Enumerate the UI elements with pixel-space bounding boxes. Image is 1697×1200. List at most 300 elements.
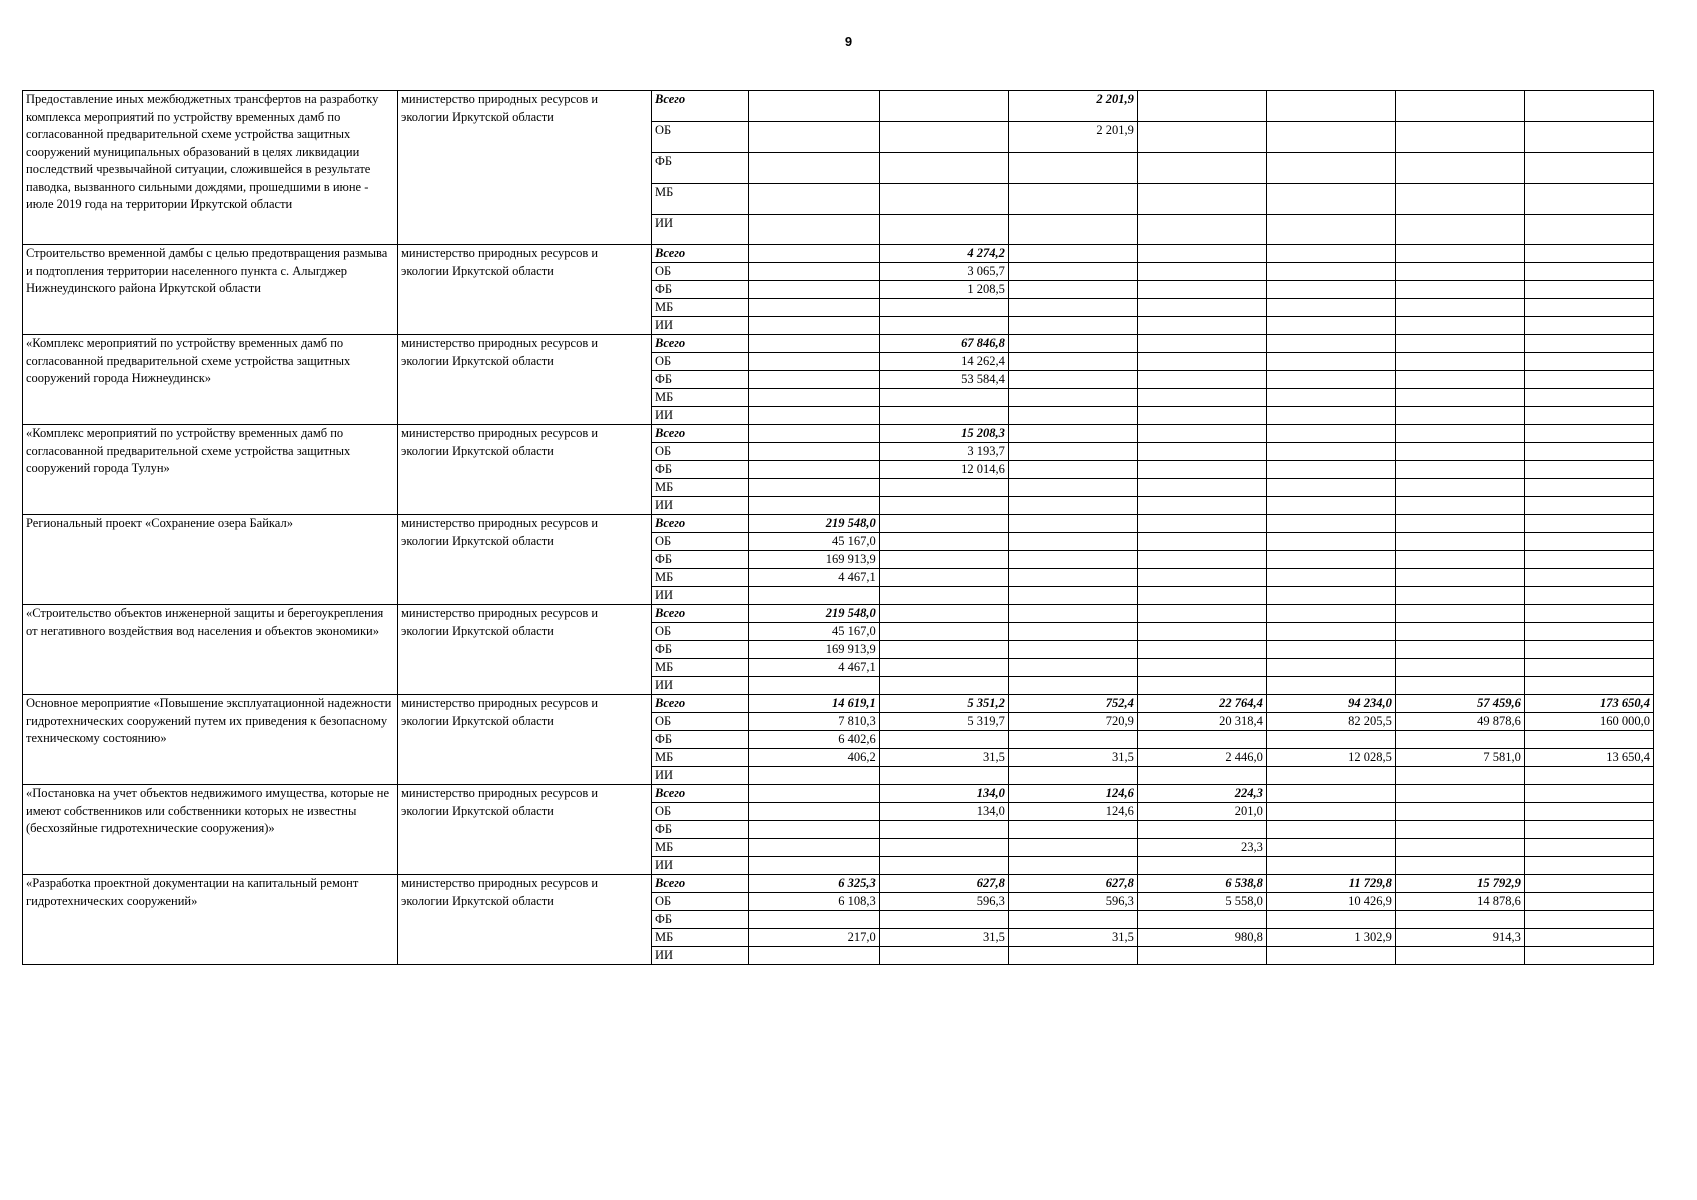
amount-cell bbox=[1524, 785, 1653, 803]
amount-cell bbox=[1008, 947, 1137, 965]
amount-cell bbox=[879, 515, 1008, 533]
amount-cell bbox=[1266, 389, 1395, 407]
amount-cell: 12 028,5 bbox=[1266, 749, 1395, 767]
executor: министерство природных ресурсов и экологии Иркутской области bbox=[397, 605, 651, 695]
amount-cell bbox=[879, 184, 1008, 215]
amount-cell bbox=[1266, 659, 1395, 677]
amount-cell: 31,5 bbox=[1008, 929, 1137, 947]
amount-cell: 7 810,3 bbox=[748, 713, 879, 731]
amount-cell bbox=[1395, 839, 1524, 857]
amount-cell bbox=[1524, 929, 1653, 947]
amount-cell bbox=[1008, 407, 1137, 425]
amount-cell bbox=[1395, 153, 1524, 184]
amount-cell: 67 846,8 bbox=[879, 335, 1008, 353]
amount-cell bbox=[1395, 184, 1524, 215]
funding-source: ИИ bbox=[652, 317, 749, 335]
amount-cell bbox=[879, 389, 1008, 407]
amount-cell: 914,3 bbox=[1395, 929, 1524, 947]
amount-cell: 160 000,0 bbox=[1524, 713, 1653, 731]
amount-cell bbox=[1524, 299, 1653, 317]
amount-cell bbox=[1524, 184, 1653, 215]
amount-cell bbox=[1266, 317, 1395, 335]
amount-cell bbox=[1266, 263, 1395, 281]
amount-cell bbox=[1137, 767, 1266, 785]
amount-cell bbox=[1266, 91, 1395, 122]
amount-cell bbox=[1524, 215, 1653, 245]
funding-source: МБ bbox=[652, 389, 749, 407]
amount-cell bbox=[1137, 479, 1266, 497]
amount-cell: 224,3 bbox=[1137, 785, 1266, 803]
amount-cell: 31,5 bbox=[879, 749, 1008, 767]
amount-cell bbox=[1395, 515, 1524, 533]
amount-cell bbox=[1524, 911, 1653, 929]
funding-source: Всего bbox=[652, 605, 749, 623]
amount-cell bbox=[1524, 461, 1653, 479]
amount-cell bbox=[1008, 215, 1137, 245]
amount-cell bbox=[1137, 533, 1266, 551]
amount-cell: 53 584,4 bbox=[879, 371, 1008, 389]
amount-cell bbox=[1008, 443, 1137, 461]
amount-cell bbox=[1524, 335, 1653, 353]
funding-source: ОБ bbox=[652, 443, 749, 461]
amount-cell bbox=[1137, 497, 1266, 515]
amount-cell bbox=[879, 947, 1008, 965]
funding-source: ОБ bbox=[652, 263, 749, 281]
amount-cell: 4 467,1 bbox=[748, 569, 879, 587]
amount-cell bbox=[748, 263, 879, 281]
amount-cell bbox=[1266, 839, 1395, 857]
amount-cell bbox=[1137, 515, 1266, 533]
amount-cell bbox=[1008, 731, 1137, 749]
amount-cell bbox=[1524, 893, 1653, 911]
funding-source: ФБ bbox=[652, 731, 749, 749]
amount-cell bbox=[1524, 533, 1653, 551]
amount-cell bbox=[1524, 407, 1653, 425]
table-row bbox=[23, 425, 1654, 443]
amount-cell bbox=[1137, 587, 1266, 605]
funding-source: ОБ bbox=[652, 353, 749, 371]
amount-cell: 6 538,8 bbox=[1137, 875, 1266, 893]
amount-cell bbox=[1395, 122, 1524, 153]
amount-cell bbox=[1266, 299, 1395, 317]
funding-source: ОБ bbox=[652, 713, 749, 731]
executor: министерство природных ресурсов и экологии Иркутской области bbox=[397, 515, 651, 605]
amount-cell bbox=[1008, 839, 1137, 857]
amount-cell: 596,3 bbox=[879, 893, 1008, 911]
amount-cell bbox=[748, 839, 879, 857]
amount-cell: 45 167,0 bbox=[748, 623, 879, 641]
amount-cell bbox=[1008, 857, 1137, 875]
amount-cell: 20 318,4 bbox=[1137, 713, 1266, 731]
amount-cell: 6 325,3 bbox=[748, 875, 879, 893]
amount-cell bbox=[1137, 281, 1266, 299]
amount-cell bbox=[1524, 587, 1653, 605]
funding-source: ФБ bbox=[652, 551, 749, 569]
amount-cell bbox=[1266, 407, 1395, 425]
amount-cell: 82 205,5 bbox=[1266, 713, 1395, 731]
amount-cell: 31,5 bbox=[879, 929, 1008, 947]
amount-cell bbox=[1137, 659, 1266, 677]
amount-cell bbox=[879, 677, 1008, 695]
amount-cell bbox=[748, 785, 879, 803]
amount-cell bbox=[1137, 443, 1266, 461]
amount-cell: 169 913,9 bbox=[748, 641, 879, 659]
amount-cell bbox=[1137, 425, 1266, 443]
amount-cell bbox=[879, 153, 1008, 184]
amount-cell: 14 262,4 bbox=[879, 353, 1008, 371]
amount-cell bbox=[1008, 317, 1137, 335]
amount-cell: 4 274,2 bbox=[879, 245, 1008, 263]
amount-cell: 49 878,6 bbox=[1395, 713, 1524, 731]
executor: министерство природных ресурсов и экологии Иркутской области bbox=[397, 875, 651, 965]
funding-source: ФБ bbox=[652, 461, 749, 479]
amount-cell: 14 878,6 bbox=[1395, 893, 1524, 911]
amount-cell bbox=[1008, 569, 1137, 587]
amount-cell bbox=[1266, 353, 1395, 371]
funding-source: ИИ bbox=[652, 947, 749, 965]
budget-table bbox=[22, 90, 1654, 965]
amount-cell bbox=[748, 587, 879, 605]
amount-cell bbox=[1395, 911, 1524, 929]
table-row bbox=[23, 605, 1654, 623]
amount-cell bbox=[1008, 389, 1137, 407]
amount-cell bbox=[1395, 479, 1524, 497]
amount-cell bbox=[1137, 263, 1266, 281]
amount-cell bbox=[748, 443, 879, 461]
amount-cell bbox=[1395, 91, 1524, 122]
amount-cell bbox=[1008, 587, 1137, 605]
amount-cell bbox=[1266, 767, 1395, 785]
amount-cell bbox=[1395, 335, 1524, 353]
funding-source: Всего bbox=[652, 785, 749, 803]
amount-cell bbox=[748, 461, 879, 479]
amount-cell bbox=[1395, 767, 1524, 785]
amount-cell bbox=[748, 911, 879, 929]
amount-cell bbox=[879, 122, 1008, 153]
amount-cell bbox=[1524, 425, 1653, 443]
amount-cell bbox=[748, 677, 879, 695]
amount-cell bbox=[748, 317, 879, 335]
funding-source: Всего bbox=[652, 875, 749, 893]
funding-source: Всего bbox=[652, 695, 749, 713]
amount-cell: 1 208,5 bbox=[879, 281, 1008, 299]
amount-cell bbox=[1266, 443, 1395, 461]
amount-cell bbox=[1266, 785, 1395, 803]
amount-cell bbox=[748, 299, 879, 317]
amount-cell bbox=[1524, 317, 1653, 335]
amount-cell bbox=[1524, 875, 1653, 893]
amount-cell bbox=[879, 569, 1008, 587]
amount-cell bbox=[879, 215, 1008, 245]
amount-cell bbox=[1266, 515, 1395, 533]
amount-cell: 5 319,7 bbox=[879, 713, 1008, 731]
executor: министерство природных ресурсов и экологии Иркутской области bbox=[397, 91, 651, 245]
amount-cell bbox=[1008, 153, 1137, 184]
amount-cell bbox=[1266, 215, 1395, 245]
table-row bbox=[23, 695, 1654, 713]
amount-cell bbox=[748, 803, 879, 821]
amount-cell: 11 729,8 bbox=[1266, 875, 1395, 893]
amount-cell bbox=[1524, 122, 1653, 153]
amount-cell bbox=[1266, 184, 1395, 215]
amount-cell bbox=[1137, 184, 1266, 215]
amount-cell bbox=[1395, 299, 1524, 317]
amount-cell bbox=[1395, 551, 1524, 569]
amount-cell bbox=[879, 821, 1008, 839]
activity-name: Региональный проект «Сохранение озера Байкал» bbox=[23, 515, 398, 605]
funding-source: МБ bbox=[652, 479, 749, 497]
amount-cell bbox=[1266, 731, 1395, 749]
amount-cell bbox=[879, 641, 1008, 659]
amount-cell bbox=[879, 587, 1008, 605]
funding-source: МБ bbox=[652, 929, 749, 947]
amount-cell bbox=[748, 215, 879, 245]
activity-name: Предоставление иных межбюджетных трансфертов на разработку комплекса мероприятий по устройству временных дамб по согласованной предварительной схеме устройства защитных сооружений муниципальных образований в целях ликвидации последствий чрезвычайной ситуации, сложившейся в результате паводка, вызванного сильными дождями, прошедшими в июне - июле 2019 года на территории Иркутской области bbox=[23, 91, 398, 245]
amount-cell bbox=[1266, 335, 1395, 353]
amount-cell bbox=[1266, 605, 1395, 623]
amount-cell bbox=[1137, 731, 1266, 749]
amount-cell bbox=[879, 551, 1008, 569]
amount-cell bbox=[1395, 623, 1524, 641]
amount-cell bbox=[1524, 857, 1653, 875]
funding-source: Всего bbox=[652, 335, 749, 353]
funding-source: ИИ bbox=[652, 497, 749, 515]
amount-cell bbox=[1395, 317, 1524, 335]
amount-cell bbox=[1137, 623, 1266, 641]
amount-cell: 596,3 bbox=[1008, 893, 1137, 911]
amount-cell bbox=[1395, 425, 1524, 443]
amount-cell bbox=[1137, 317, 1266, 335]
amount-cell bbox=[1137, 407, 1266, 425]
amount-cell bbox=[1395, 821, 1524, 839]
amount-cell bbox=[1008, 245, 1137, 263]
amount-cell bbox=[1395, 389, 1524, 407]
activity-name: «Строительство объектов инженерной защиты и берегоукрепления от негативного воздействия вод населения и объектов экономики» bbox=[23, 605, 398, 695]
amount-cell bbox=[1524, 497, 1653, 515]
amount-cell: 23,3 bbox=[1137, 839, 1266, 857]
amount-cell bbox=[748, 389, 879, 407]
amount-cell: 3 193,7 bbox=[879, 443, 1008, 461]
amount-cell bbox=[879, 605, 1008, 623]
amount-cell: 5 558,0 bbox=[1137, 893, 1266, 911]
table-row bbox=[23, 245, 1654, 263]
amount-cell bbox=[1008, 281, 1137, 299]
amount-cell bbox=[1524, 839, 1653, 857]
amount-cell bbox=[1395, 461, 1524, 479]
funding-source: ФБ bbox=[652, 641, 749, 659]
amount-cell bbox=[1137, 677, 1266, 695]
amount-cell bbox=[748, 497, 879, 515]
amount-cell bbox=[1524, 659, 1653, 677]
amount-cell bbox=[1395, 407, 1524, 425]
table-row bbox=[23, 785, 1654, 803]
table-row bbox=[23, 91, 1654, 122]
amount-cell bbox=[1395, 857, 1524, 875]
amount-cell bbox=[748, 122, 879, 153]
amount-cell bbox=[1524, 641, 1653, 659]
funding-source: ИИ bbox=[652, 677, 749, 695]
amount-cell bbox=[1137, 461, 1266, 479]
funding-source: ОБ bbox=[652, 893, 749, 911]
amount-cell bbox=[1008, 479, 1137, 497]
executor: министерство природных ресурсов и экологии Иркутской области bbox=[397, 425, 651, 515]
amount-cell: 15 792,9 bbox=[1395, 875, 1524, 893]
funding-source: МБ bbox=[652, 749, 749, 767]
amount-cell: 134,0 bbox=[879, 785, 1008, 803]
amount-cell bbox=[1266, 623, 1395, 641]
amount-cell bbox=[879, 91, 1008, 122]
funding-source: МБ bbox=[652, 839, 749, 857]
amount-cell bbox=[1008, 551, 1137, 569]
amount-cell bbox=[748, 767, 879, 785]
activity-name: «Постановка на учет объектов недвижимого имущества, которые не имеют собственников или собственники которых не известны (бесхозяйные гидротехнические сооружения)» bbox=[23, 785, 398, 875]
amount-cell: 980,8 bbox=[1137, 929, 1266, 947]
amount-cell bbox=[1395, 371, 1524, 389]
amount-cell bbox=[1266, 497, 1395, 515]
amount-cell bbox=[1395, 245, 1524, 263]
amount-cell bbox=[748, 184, 879, 215]
budget-table-body bbox=[23, 91, 1654, 965]
funding-source: Всего bbox=[652, 91, 749, 122]
amount-cell bbox=[1137, 551, 1266, 569]
amount-cell bbox=[1266, 479, 1395, 497]
amount-cell bbox=[748, 821, 879, 839]
amount-cell bbox=[1266, 911, 1395, 929]
amount-cell: 15 208,3 bbox=[879, 425, 1008, 443]
amount-cell bbox=[1008, 263, 1137, 281]
amount-cell bbox=[748, 153, 879, 184]
amount-cell bbox=[879, 533, 1008, 551]
amount-cell bbox=[1137, 245, 1266, 263]
amount-cell bbox=[748, 407, 879, 425]
amount-cell bbox=[748, 371, 879, 389]
amount-cell: 2 201,9 bbox=[1008, 91, 1137, 122]
amount-cell bbox=[1266, 245, 1395, 263]
amount-cell bbox=[1008, 533, 1137, 551]
amount-cell bbox=[1524, 281, 1653, 299]
amount-cell bbox=[879, 479, 1008, 497]
page-number: 9 bbox=[844, 34, 853, 49]
funding-source: ИИ bbox=[652, 407, 749, 425]
table-row bbox=[23, 335, 1654, 353]
amount-cell bbox=[1395, 947, 1524, 965]
funding-source: ФБ bbox=[652, 281, 749, 299]
amount-cell: 752,4 bbox=[1008, 695, 1137, 713]
amount-cell: 201,0 bbox=[1137, 803, 1266, 821]
amount-cell bbox=[1395, 443, 1524, 461]
executor: министерство природных ресурсов и экологии Иркутской области bbox=[397, 785, 651, 875]
amount-cell: 124,6 bbox=[1008, 803, 1137, 821]
amount-cell bbox=[1137, 353, 1266, 371]
funding-source: ОБ bbox=[652, 533, 749, 551]
amount-cell bbox=[1137, 335, 1266, 353]
amount-cell: 217,0 bbox=[748, 929, 879, 947]
amount-cell bbox=[1524, 479, 1653, 497]
amount-cell bbox=[1395, 785, 1524, 803]
amount-cell bbox=[1137, 569, 1266, 587]
amount-cell bbox=[879, 731, 1008, 749]
amount-cell bbox=[1137, 857, 1266, 875]
amount-cell: 5 351,2 bbox=[879, 695, 1008, 713]
amount-cell bbox=[1137, 122, 1266, 153]
amount-cell bbox=[879, 857, 1008, 875]
amount-cell bbox=[1524, 353, 1653, 371]
amount-cell bbox=[1524, 803, 1653, 821]
amount-cell bbox=[1524, 605, 1653, 623]
amount-cell bbox=[1266, 857, 1395, 875]
amount-cell bbox=[1524, 153, 1653, 184]
amount-cell bbox=[1266, 641, 1395, 659]
amount-cell bbox=[879, 839, 1008, 857]
executor: министерство природных ресурсов и экологии Иркутской области bbox=[397, 245, 651, 335]
amount-cell bbox=[1137, 299, 1266, 317]
funding-source: ОБ bbox=[652, 623, 749, 641]
amount-cell bbox=[1137, 947, 1266, 965]
amount-cell bbox=[1008, 767, 1137, 785]
amount-cell: 10 426,9 bbox=[1266, 893, 1395, 911]
amount-cell: 12 014,6 bbox=[879, 461, 1008, 479]
amount-cell bbox=[1137, 91, 1266, 122]
funding-source: ОБ bbox=[652, 122, 749, 153]
funding-source: Всего bbox=[652, 425, 749, 443]
amount-cell bbox=[1266, 122, 1395, 153]
amount-cell: 94 234,0 bbox=[1266, 695, 1395, 713]
amount-cell bbox=[1266, 677, 1395, 695]
funding-source: ИИ bbox=[652, 767, 749, 785]
amount-cell bbox=[1008, 911, 1137, 929]
amount-cell bbox=[1395, 677, 1524, 695]
amount-cell bbox=[1395, 533, 1524, 551]
amount-cell bbox=[1008, 497, 1137, 515]
amount-cell bbox=[1395, 353, 1524, 371]
amount-cell bbox=[1137, 215, 1266, 245]
amount-cell bbox=[1524, 677, 1653, 695]
activity-name: Строительство временной дамбы с целью предотвращения размыва и подтопления территории населенного пункта с. Алыгджер Нижнеудинского района Иркутской области bbox=[23, 245, 398, 335]
amount-cell: 219 548,0 bbox=[748, 515, 879, 533]
amount-cell: 134,0 bbox=[879, 803, 1008, 821]
table-row bbox=[23, 875, 1654, 893]
funding-source: МБ bbox=[652, 299, 749, 317]
amount-cell: 124,6 bbox=[1008, 785, 1137, 803]
amount-cell bbox=[1137, 821, 1266, 839]
amount-cell bbox=[1266, 153, 1395, 184]
amount-cell bbox=[748, 335, 879, 353]
amount-cell bbox=[1266, 371, 1395, 389]
amount-cell: 627,8 bbox=[1008, 875, 1137, 893]
amount-cell bbox=[1008, 461, 1137, 479]
funding-source: ИИ bbox=[652, 587, 749, 605]
amount-cell: 57 459,6 bbox=[1395, 695, 1524, 713]
amount-cell bbox=[748, 245, 879, 263]
amount-cell bbox=[1266, 425, 1395, 443]
amount-cell bbox=[748, 479, 879, 497]
funding-source: ФБ bbox=[652, 371, 749, 389]
amount-cell: 219 548,0 bbox=[748, 605, 879, 623]
amount-cell bbox=[1008, 821, 1137, 839]
amount-cell bbox=[1266, 281, 1395, 299]
amount-cell bbox=[1137, 153, 1266, 184]
funding-source: Всего bbox=[652, 245, 749, 263]
amount-cell bbox=[1524, 443, 1653, 461]
amount-cell bbox=[1008, 371, 1137, 389]
amount-cell bbox=[1008, 515, 1137, 533]
activity-name: «Разработка проектной документации на капитальный ремонт гидротехнических сооружений» bbox=[23, 875, 398, 965]
amount-cell bbox=[1395, 281, 1524, 299]
amount-cell: 22 764,4 bbox=[1137, 695, 1266, 713]
amount-cell bbox=[1395, 569, 1524, 587]
activity-name: «Комплекс мероприятий по устройству временных дамб по согласованной предварительной схеме устройства защитных сооружений города Нижнеудинск» bbox=[23, 335, 398, 425]
amount-cell bbox=[1137, 605, 1266, 623]
